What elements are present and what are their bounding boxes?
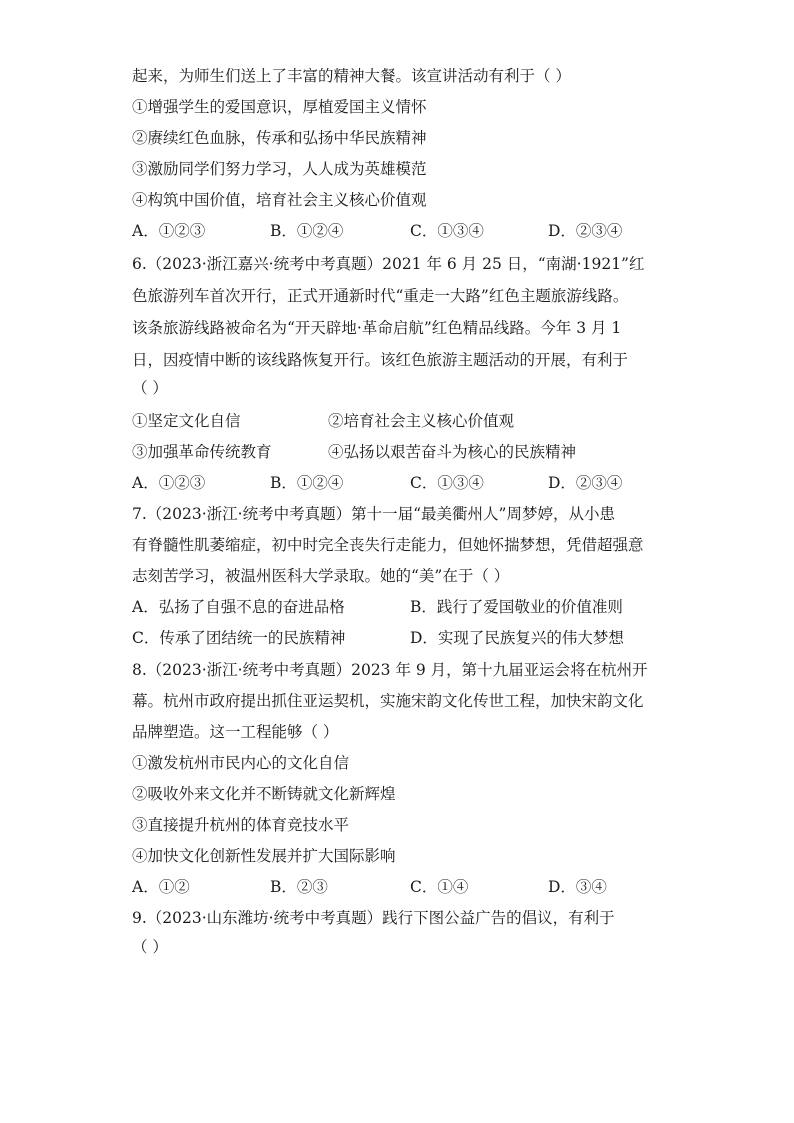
q7-stem-line-1: 7.（2023·浙江·统考中考真题）第十一届“最美衢州人”周梦婷，从小患 [132,505,615,523]
q6-statement-3: ③加强革命传统教育 [132,443,272,461]
q8-stem-line-2: 幕。杭州市政府提出抓住亚运契机，实施宋韵文化传世工程，加快宋韵文化 [132,692,644,710]
q6-option-a[interactable]: A．①②③ [132,474,206,492]
q8-statement-3: ③直接提升杭州的体育竞技水平 [132,816,350,834]
q6-option-d[interactable]: D．②③④ [548,474,623,492]
q9-stem-line-1: 9.（2023·山东潍坊·统考中考真题）践行下图公益广告的倡议，有利于 [132,909,615,927]
q8-statement-4: ④加快文化创新性发展并扩大国际影响 [132,847,396,865]
q5-option-b[interactable]: B．①②④ [270,222,344,240]
q6-stem-line-3: 该条旅游线路被命名为“开天辟地·革命启航”红色精品线路。今年 3 月 1 [132,319,622,337]
q6-statement-2: ②培育社会主义核心价值观 [328,412,515,430]
q7-option-a[interactable]: A．弘扬了自强不息的奋进品格 [132,598,345,616]
q6-statement-1: ①坚定文化自信 [132,412,241,430]
q6-stem-line-5: （ ） [132,379,168,397]
q7-option-c[interactable]: C．传承了团结统一的民族精神 [132,629,346,647]
q6-stem-line-1: 6.（2023·浙江嘉兴·统考中考真题）2021 年 6 月 25 日，“南湖·1921”红 [132,255,645,273]
q6-option-c[interactable]: C．①③④ [410,474,484,492]
q8-stem-line-3: 品牌塑造。这一工程能够（ ） [132,723,339,741]
q5-statement-4: ④构筑中国价值，培育社会主义核心价值观 [132,191,427,209]
q5-statement-3: ③激励同学们努力学习，人人成为英雄模范 [132,160,427,178]
q8-statement-2: ②吸收外来文化并不断铸就文化新辉煌 [132,785,396,803]
q6-statements-row-1 [132,411,732,431]
q8-option-b[interactable]: B．②③ [270,878,328,896]
q6-stem-line-2: 色旅游列车首次开行，正式开通新时代“重走一大路”红色主题旅游线路。 [132,287,629,305]
q7-stem-line-3: 志刻苦学习，被温州医科大学录取。她的“美”在于（ ） [132,567,510,585]
q9-stem-line-2: （ ） [132,938,168,956]
q5-statement-2: ②赓续红色血脉，传承和弘扬中华民族精神 [132,129,427,147]
q8-options [132,877,732,897]
q8-option-a[interactable]: A．①② [132,878,190,896]
q7-options-row-2 [132,628,732,648]
q5-stem-continuation: 起来，为师生们送上了丰富的精神大餐。该宣讲活动有利于（ ） [132,67,571,85]
q5-options [132,221,732,241]
q8-option-d[interactable]: D．③④ [548,878,607,896]
q7-option-b[interactable]: B．践行了爱国敬业的价值准则 [410,598,623,616]
q6-statement-4: ④弘扬以艰苦奋斗为核心的民族精神 [328,443,577,461]
q7-options-row-1 [132,597,732,617]
q5-option-a[interactable]: A．①②③ [132,222,206,240]
q7-option-d[interactable]: D．实现了民族复兴的伟大梦想 [410,629,624,647]
q7-stem-line-2: 有脊髓性肌萎缩症，初中时完全丧失行走能力，但她怀揣梦想，凭借超强意 [132,536,644,554]
q6-statements-row-2 [132,442,732,462]
q5-option-c[interactable]: C．①③④ [410,222,484,240]
q5-statement-1: ①增强学生的爱国意识，厚植爱国主义情怀 [132,98,427,116]
q6-options [132,473,732,493]
q8-option-c[interactable]: C．①④ [410,878,469,896]
q5-option-d[interactable]: D．②③④ [548,222,623,240]
q8-statement-1: ①激发杭州市民内心的文化自信 [132,754,350,772]
q8-stem-line-1: 8.（2023·浙江·统考中考真题）2023 年 9 月，第十九届亚运会将在杭州开 [132,661,648,679]
q6-stem-line-4: 日，因疫情中断的该线路恢复开行。该红色旅游主题活动的开展，有利于 [132,351,629,369]
q6-option-b[interactable]: B．①②④ [270,474,344,492]
